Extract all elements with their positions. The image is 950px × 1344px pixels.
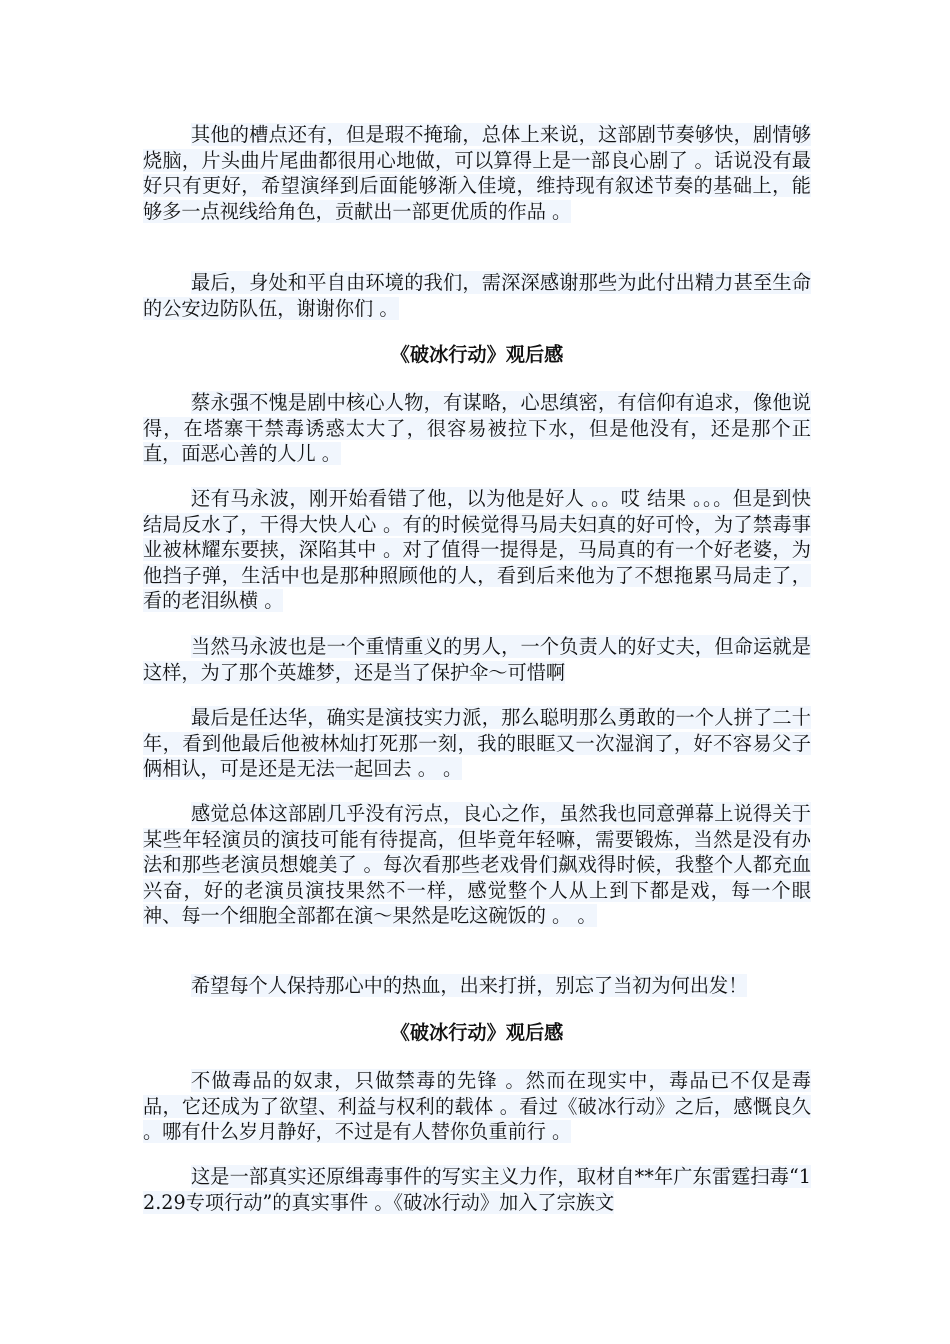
paragraph-text: 感觉总体这部剧几乎没有污点，良心之作，虽然我也同意弹幕上说得关于某些年轻演员的演技可能有待提高，但毕竟年轻嘛，需要锻炼，当然是没有办法和那些老演员想媲美了 。每次看那些老戏骨们飙戏得时候，我整个人都充血兴奋，好的老演员演技果然不一样，感觉整个人从上到下都是戏，每一个眼神、每一个细胞全部都在演～果然是吃这碗饭的 。 。 bbox=[143, 802, 811, 927]
paragraph-hope bbox=[143, 973, 811, 999]
paragraph-thanks bbox=[143, 270, 811, 321]
paragraph-cai-yongqiang bbox=[143, 390, 811, 467]
section-heading-2: 《破冰行动》观后感 bbox=[390, 1021, 564, 1044]
paragraph-text: 不做毒品的奴隶，只做禁毒的先锋 。然而在现实中，毒品已不仅是毒品，它还成为了欲望、利益与权利的载体 。看过《破冰行动》之后，感慨良久 。哪有什么岁月静好，不过是有人替你负重前行 。 bbox=[143, 1069, 811, 1143]
paragraph-text: 还有马永波，刚开始看错了他，以为他是好人 。。哎 结果 。。。但是到快结局反水了，干得大快人心 。有的时候觉得马局夫妇真的好可怜，为了禁毒事业被林耀东要挟，深陷其中 。对了值得一提得是，马局真的有一个好老婆，为他挡子弹，生活中也是那种照顾他的人，看到后来他为了不想拖累马局走了，看的老泪纵横 。 bbox=[143, 487, 811, 612]
paragraph-text: 其他的槽点还有，但是瑕不掩瑜，总体上来说，这部剧节奏够快，剧情够烧脑，片头曲片尾曲都很用心地做，可以算得上是一部良心剧了 。话说没有最好只有更好，希望演绎到后面能够渐入佳境，维持现有叙述节奏的基础上，能够多一点视线给角色，贡献出一部更优质的作品 。 bbox=[143, 123, 811, 223]
paragraph-overall-impression bbox=[143, 801, 811, 929]
paragraph-anti-drug bbox=[143, 1068, 811, 1145]
paragraph-ma-yongbo bbox=[143, 486, 811, 614]
paragraph-text: 当然马永波也是一个重情重义的男人，一个负责人的好丈夫，但命运就是这样，为了那个英雄梦，还是当了保护伞～可惜啊 bbox=[143, 635, 811, 684]
paragraph-ma-yongbo-fate bbox=[143, 634, 811, 685]
paragraph-text: 希望每个人保持那心中的热血，出来打拼，别忘了当初为何出发！ bbox=[191, 974, 748, 997]
paragraph-ren-dahua bbox=[143, 705, 811, 782]
section-heading-1: 《破冰行动》观后感 bbox=[390, 343, 564, 366]
paragraph-text: 最后，身处和平自由环境的我们，需深深感谢那些为此付出精力甚至生命的公安边防队伍，谢谢你们 。 bbox=[143, 271, 811, 320]
paragraph-realism bbox=[143, 1164, 811, 1215]
paragraph-text: 这是一部真实还原缉毒事件的写实主义力作，取材自**年广东雷霆扫毒“12.29专项行动”的真实事件 。《破冰行动》加入了宗族文 bbox=[143, 1165, 811, 1214]
paragraph-text: 蔡永强不愧是剧中核心人物，有谋略，心思缜密，有信仰有追求，像他说得，在塔寨干禁毒诱惑太大了，很容易被拉下水，但是他没有，还是那个正直，面恶心善的人儿 。 bbox=[143, 391, 811, 465]
paragraph-closing-remarks bbox=[143, 122, 811, 224]
paragraph-text: 最后是任达华，确实是演技实力派，那么聪明那么勇敢的一个人拼了二十年，看到他最后他被林灿打死那一刻，我的眼眶又一次湿润了，好不容易父子俩相认，可是还是无法一起回去 。 。 bbox=[143, 706, 811, 780]
